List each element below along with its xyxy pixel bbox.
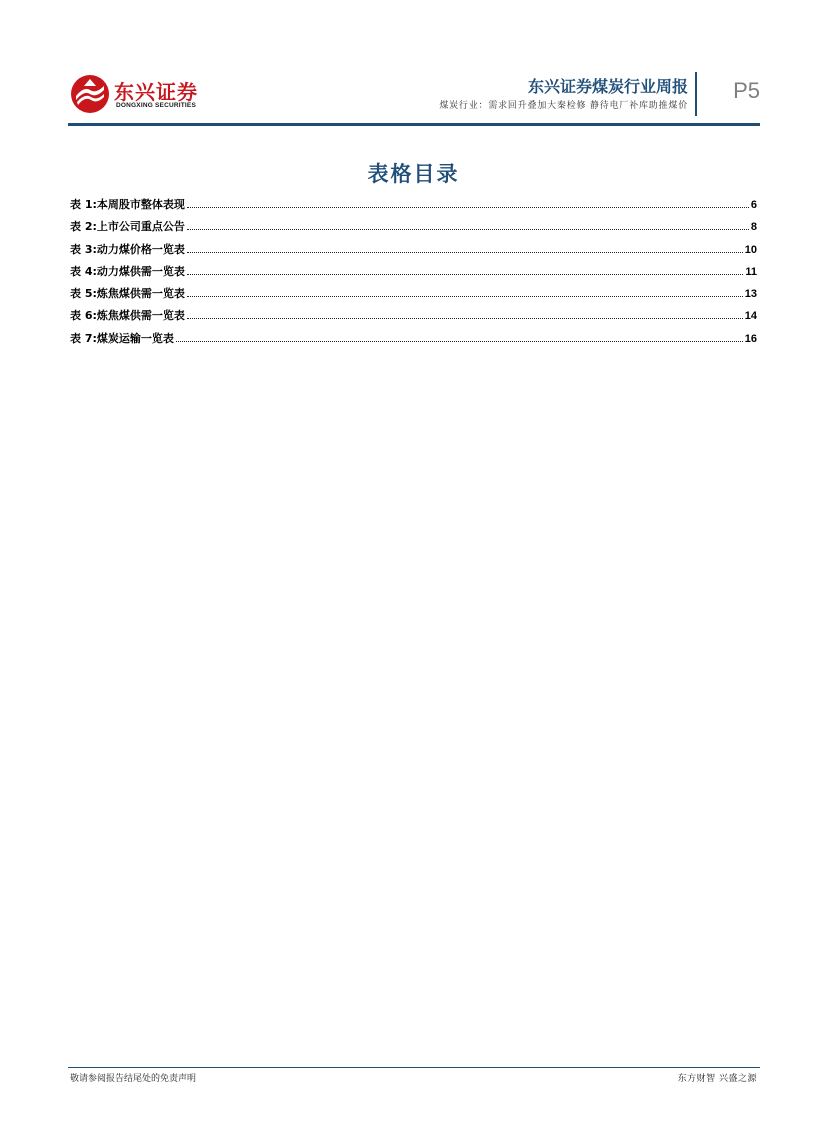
toc-leader-dots [187,222,749,230]
toc-entry-page: 16 [744,332,757,345]
toc-entry-label: 表 2:上市公司重点公告 [70,220,185,234]
toc-entry[interactable] [70,307,757,329]
toc-entry-page: 8 [750,221,757,234]
company-logo [70,74,210,116]
dongxing-logo-icon [70,74,110,114]
header-rule [68,123,760,126]
toc-entry-page: 10 [744,243,757,256]
toc-title: 表格目录 [367,162,460,186]
logo-text-cn: 东兴证券 [114,80,198,104]
toc-leader-dots [187,245,743,253]
table-of-tables [70,196,757,352]
toc-entry[interactable] [70,241,757,263]
logo-text-en: DONGXING SECURITIES [116,102,197,109]
toc-entry-label: 表 1:本周股市整体表现 [70,198,185,211]
toc-leader-dots [187,311,743,319]
toc-entry-label: 表 3:动力煤价格一览表 [70,242,185,256]
toc-entry-page: 14 [744,310,757,323]
report-subtitle: 煤炭行业：需求回升叠加大秦检修 静待电厂补库助推煤价 [439,101,688,111]
toc-entry[interactable] [70,263,757,285]
toc-entry[interactable] [70,218,757,240]
page-header [70,70,760,128]
toc-leader-dots [187,289,743,297]
toc-entry[interactable] [70,196,757,218]
toc-leader-dots [187,267,743,275]
toc-entry-label: 表 5:炼焦煤供需一览表 [70,287,185,301]
toc-entry[interactable] [70,285,757,307]
toc-entry-label: 表 7:煤炭运输一览表 [70,331,174,345]
toc-entry-label: 表 6:炼焦煤供需一览表 [70,309,185,323]
page-number: P5 [733,78,760,103]
toc-leader-dots [176,334,743,342]
toc-entry-label: 表 4:动力煤供需一览表 [70,264,185,278]
report-title: 东兴证券煤炭行业周报 [527,77,688,96]
toc-entry-page: 13 [744,288,757,301]
toc-entry-page: 6 [750,199,757,211]
footer-disclaimer: 敬请参阅报告结尾处的免责声明 [70,1074,197,1084]
toc-leader-dots [187,200,749,208]
header-divider [695,72,697,116]
footer-slogan: 东方财智 兴盛之源 [677,1074,757,1084]
footer-rule [68,1067,760,1068]
toc-entry-page: 11 [745,265,757,278]
toc-entry[interactable] [70,330,757,352]
